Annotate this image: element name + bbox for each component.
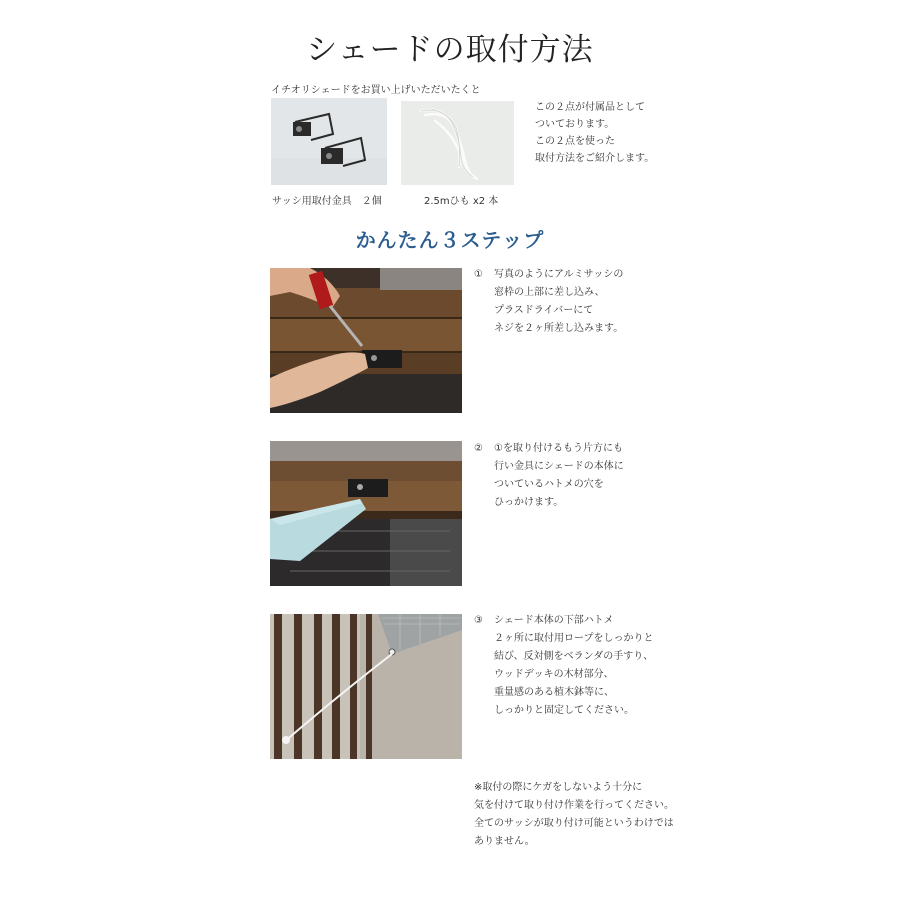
- rope-photo: [401, 101, 514, 185]
- note-line: ありません。: [474, 836, 535, 847]
- description-line: ついております。: [535, 119, 615, 130]
- step1-text: [474, 266, 623, 338]
- accessories-description: [535, 99, 654, 167]
- steps-heading: かんたん３ステップ: [355, 228, 545, 252]
- step-line: シェード本体の下部ハトメ: [494, 615, 614, 626]
- note-line: 気を付けて取り付け作業を行ってください。: [474, 800, 674, 811]
- step-line: ついているハトメの穴を: [494, 479, 604, 490]
- step-number: ②: [474, 443, 483, 454]
- step-line: 行い金具にシェードの本体に: [494, 461, 624, 472]
- step-line: 重量感のある植木鉢等に、: [494, 687, 614, 698]
- caution-note: [474, 779, 674, 851]
- intro-text: イチオリシェードをお買い上げいただいたくと: [271, 85, 481, 96]
- step1-photo: [270, 268, 462, 413]
- step3-photo: [270, 614, 462, 759]
- step-number: ③: [474, 615, 483, 626]
- step-line: ひっかけます。: [494, 497, 564, 508]
- bracket-photo: [271, 98, 387, 185]
- rope-caption: 2.5mひも x2 本: [424, 196, 499, 207]
- step2-text: [474, 440, 624, 512]
- step-line: 写真のようにアルミサッシの: [494, 269, 624, 280]
- step-line: しっかりと固定してください。: [494, 705, 634, 716]
- step-line: プラスドライバーにて: [494, 305, 594, 316]
- description-line: この２点が付属品として: [535, 102, 645, 113]
- description-line: この２点を使った: [535, 136, 615, 147]
- step3-text: [474, 612, 654, 720]
- note-line: 全てのサッシが取り付け可能というわけでは: [474, 818, 674, 829]
- bracket-caption: サッシ用取付金具 ２個: [272, 196, 382, 207]
- step-line: ２ヶ所に取付用ロープをしっかりと: [494, 633, 654, 644]
- step-line: ウッドデッキの木材部分、: [494, 669, 614, 680]
- page-title: シェードの取付方法: [306, 32, 594, 68]
- step2-photo: [270, 441, 462, 586]
- step-line: ①を取り付けるもう片方にも: [494, 443, 623, 454]
- note-line: ※取付の際にケガをしないよう十分に: [474, 782, 643, 793]
- description-line: 取付方法をご紹介します。: [535, 153, 655, 164]
- step-line: 窓枠の上部に差し込み、: [494, 287, 605, 298]
- step-number: ①: [474, 269, 483, 280]
- step-line: ネジを２ヶ所差し込みます。: [494, 323, 624, 334]
- step-line: 結び、反対側をベランダの手すり、: [494, 651, 654, 662]
